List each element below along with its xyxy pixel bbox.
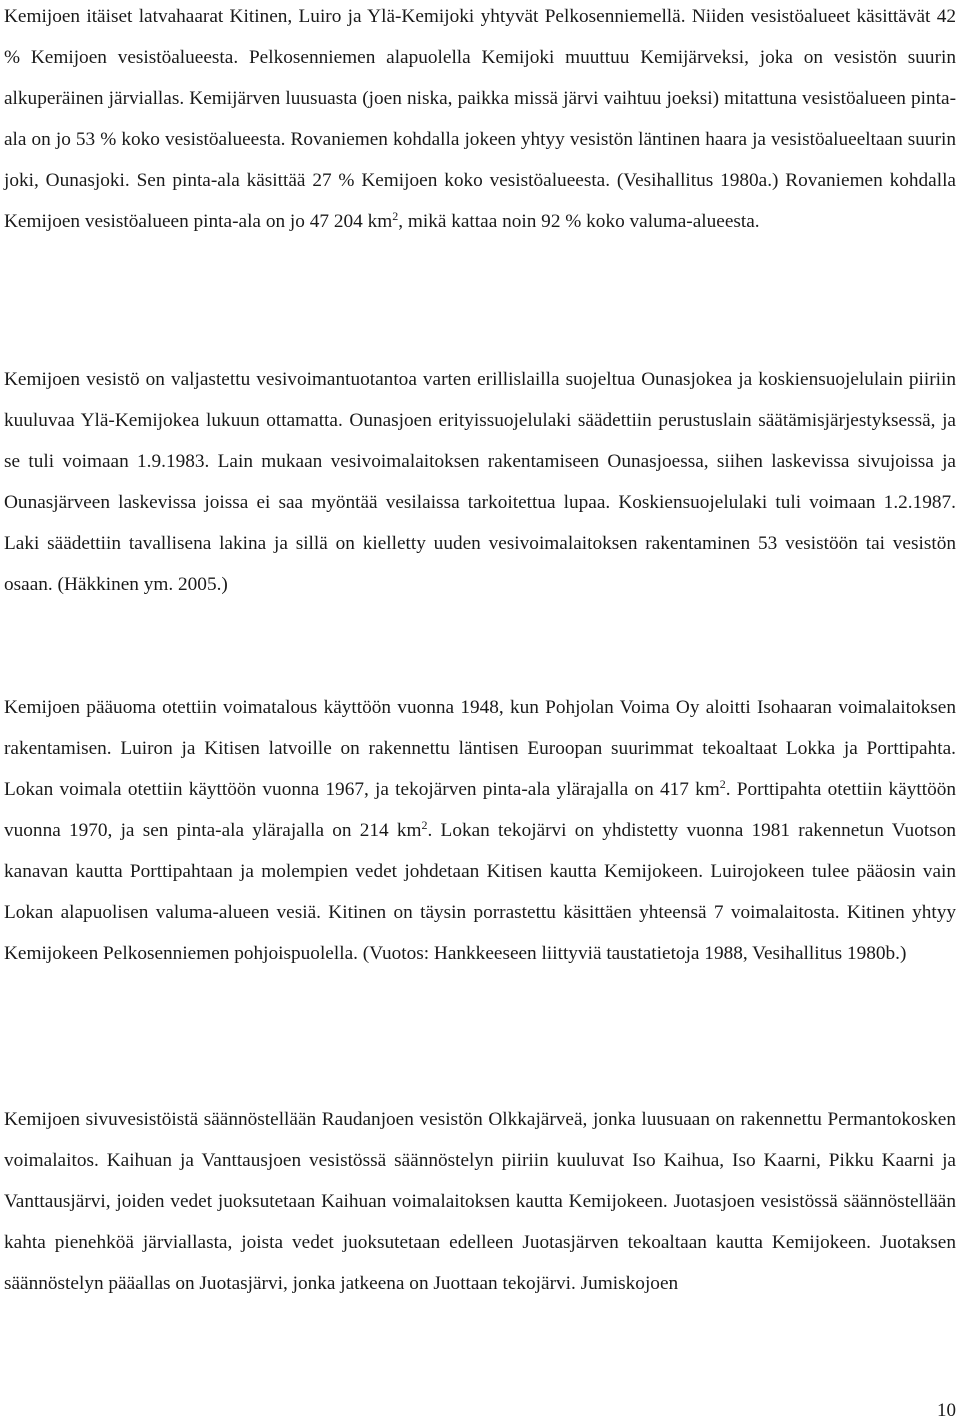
paragraph-1: [4, 0, 956, 242]
superscript: 2: [719, 776, 726, 791]
paragraph-text: , mikä kattaa noin 92 % koko valuma-alueesta.: [398, 211, 760, 232]
superscript: 2: [421, 817, 428, 832]
superscript: 2: [392, 208, 399, 223]
paragraph-text: Kemijoen vesistö on valjastettu vesivoimantuotantoa varten erillislailla suojeltua Ounasjokea ja koskiensuojelulain piiriin kuuluvaa Ylä-Kemijokea lukuun ottamatta. Ounasjoen erityissuojelulaki säädettiin perustuslain säätämisjärjestyksessä, ja se tuli voimaan 1.9.1983. Lain mukaan vesivoimalaitoksen rakentamiseen Ounasjoessa, siihen laskevissa sivujoissa ja Ounasjärveen laskevissa joissa ei saa myöntää vesilaissa tarkoitettua lupaa. Koskiensuojelulaki tuli voimaan 1.2.1987. Laki säädettiin tavallisena lakina ja sillä on kielletty uuden vesivoimalaitoksen rakentaminen 53 vesistöön tai vesistön osaan. (Häkkinen ym. 2005.): [4, 369, 956, 595]
page-number: 10: [937, 1400, 956, 1421]
paragraph-text: Kemijoen pääuoma otettiin voimatalous käyttöön vuonna 1948, kun Pohjolan Voima Oy aloitti Isohaaran voimalaitoksen rakentamisen. Luiron ja Kitisen latvoille on rakennettu läntisen Euroopan suurimmat tekoaltaat Lokka ja Porttipahta. Lokan voimala otettiin käyttöön vuonna 1967, ja tekojärven pinta-ala ylärajalla on 417 km: [4, 697, 956, 800]
paragraph-text: . Porttipahta otettiin käyttöön vuonna 1970, ja sen pinta-ala ylärajalla on 214 km: [4, 779, 956, 841]
paragraph-text: Kemijoen itäiset latvahaarat Kitinen, Luiro ja Ylä-Kemijoki yhtyvät Pelkosenniemellä. Niiden vesistöalueet käsittävät 42 % Kemijoen vesistöalueesta. Pelkosenniemen alapuolella Kemijoki muuttuu Kemijärveksi, joka on vesistön suurin alkuperäinen järviallas. Kemijärven luusuasta (joen niska, paikka missä järvi vaihtuu joeksi) mitattuna vesistöalueen pinta-ala on jo 53 % koko vesistöalueesta. Rovaniemen kohdalla jokeen yhtyy vesistön läntinen haara ja vesistöalueeltaan suurin joki, Ounasjoki. Sen pinta-ala käsittää 27 % Kemijoen koko vesistöalueesta. (Vesihallitus 1980a.) Rovaniemen kohdalla Kemijoen vesistöalueen pinta-ala on jo 47 204 km: [4, 6, 956, 232]
paragraph-2: [4, 359, 956, 605]
paragraph-text: Kemijoen sivuvesistöistä säännöstellään Raudanjoen vesistön Olkkajärveä, jonka luusuaan on rakennettu Permantokosken voimalaitos. Kaihuan ja Vanttausjoen vesistössä säännöstelyn piiriin kuuluvat Iso Kaihua, Iso Kaarni, Pikku Kaarni ja Vanttausjärvi, joiden vedet juoksutetaan Kaihuan voimalaitoksen kautta Kemijokeen. Juotasjoen vesistössä säännöstellään kahta pienehköä järviallasta, joista vedet juoksutetaan edelleen Juotasjärven tekoaltaan kautta Kemijokeen. Juotaksen säännöstelyn pääallas on Juotasjärvi, jonka jatkeena on Juottaan tekojärvi. Jumiskojoen: [4, 1109, 956, 1294]
paragraph-text: . Lokan tekojärvi on yhdistetty vuonna 1981 rakennetun Vuotson kanavan kautta Porttipahtaan ja molempien vedet johdetaan Kitisen kautta Kemijokeen. Luirojokeen tulee pääosin vain Lokan alapuolisen valuma-alueen vesiä. Kitinen on täysin porrastettu käsittäen yhteensä 7 voimalaitosta. Kitinen yhtyy Kemijokeen Pelkosenniemen pohjoispuolella. (Vuotos: Hankkeeseen liittyviä taustatietoja 1988, Vesihallitus 1980b.): [4, 820, 956, 964]
paragraph-3: [4, 687, 956, 974]
paragraph-4: [4, 1099, 956, 1304]
